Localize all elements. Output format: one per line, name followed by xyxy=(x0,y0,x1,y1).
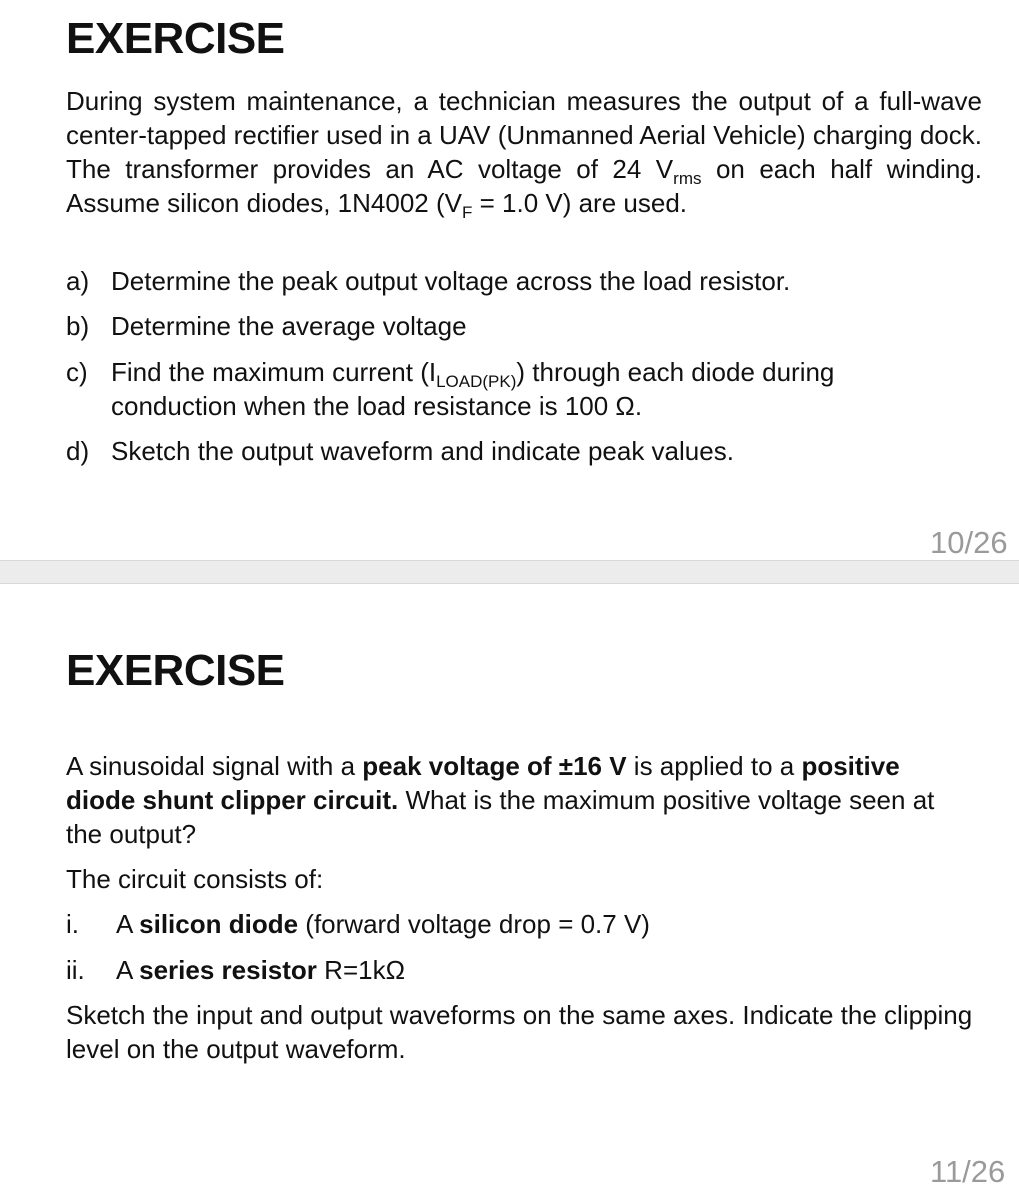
question-item: d) Sketch the output waveform and indicate peak values. xyxy=(66,436,734,466)
circuit-intro: The circuit consists of: xyxy=(66,864,324,894)
slide-separator xyxy=(0,560,1019,584)
circuit-component-item: ii. A series resistor R=1kΩ xyxy=(66,955,406,985)
closing-instruction: Sketch the input and output waveforms on the same axes. Indicate the clipping level on the output waveform. xyxy=(66,1000,973,1064)
slide-title: EXERCISE xyxy=(66,646,285,695)
question-item: c) Find the maximum current $(I_{LOAD(PK)})$ through each diode during conduction when the load resistance is 100 Ω. xyxy=(66,357,835,421)
question-item: b) Determine the average voltage xyxy=(66,311,467,341)
problem-statement: During system maintenance, a technician measures the output of a full-wave center-tapped rectifier used in a UAV (Unmanned Aerial Vehicle) charging dock. The transformer provides an AC voltage of 24 $V_{rms}$ on each half winding. Assume silicon diodes, 1N4002 ($V_F = 1.0$ V) are used. xyxy=(66,86,982,222)
circuit-component-item: i. A silicon diode (forward voltage drop = 0.7 V) xyxy=(66,909,650,939)
problem-statement: A sinusoidal signal with a peak voltage of ±16 V is applied to a positive diode shunt clipper circuit. What is the maximum positive voltage seen at the output? xyxy=(66,751,935,849)
question-item: a) Determine the peak output voltage across the load resistor. xyxy=(66,266,791,296)
page-number: 10/26 xyxy=(930,525,1008,560)
slide-10 xyxy=(0,0,1019,560)
slide-title: EXERCISE xyxy=(66,14,285,63)
page-number: 11/26 xyxy=(930,1154,1006,1189)
slide-11 xyxy=(0,584,1019,1189)
